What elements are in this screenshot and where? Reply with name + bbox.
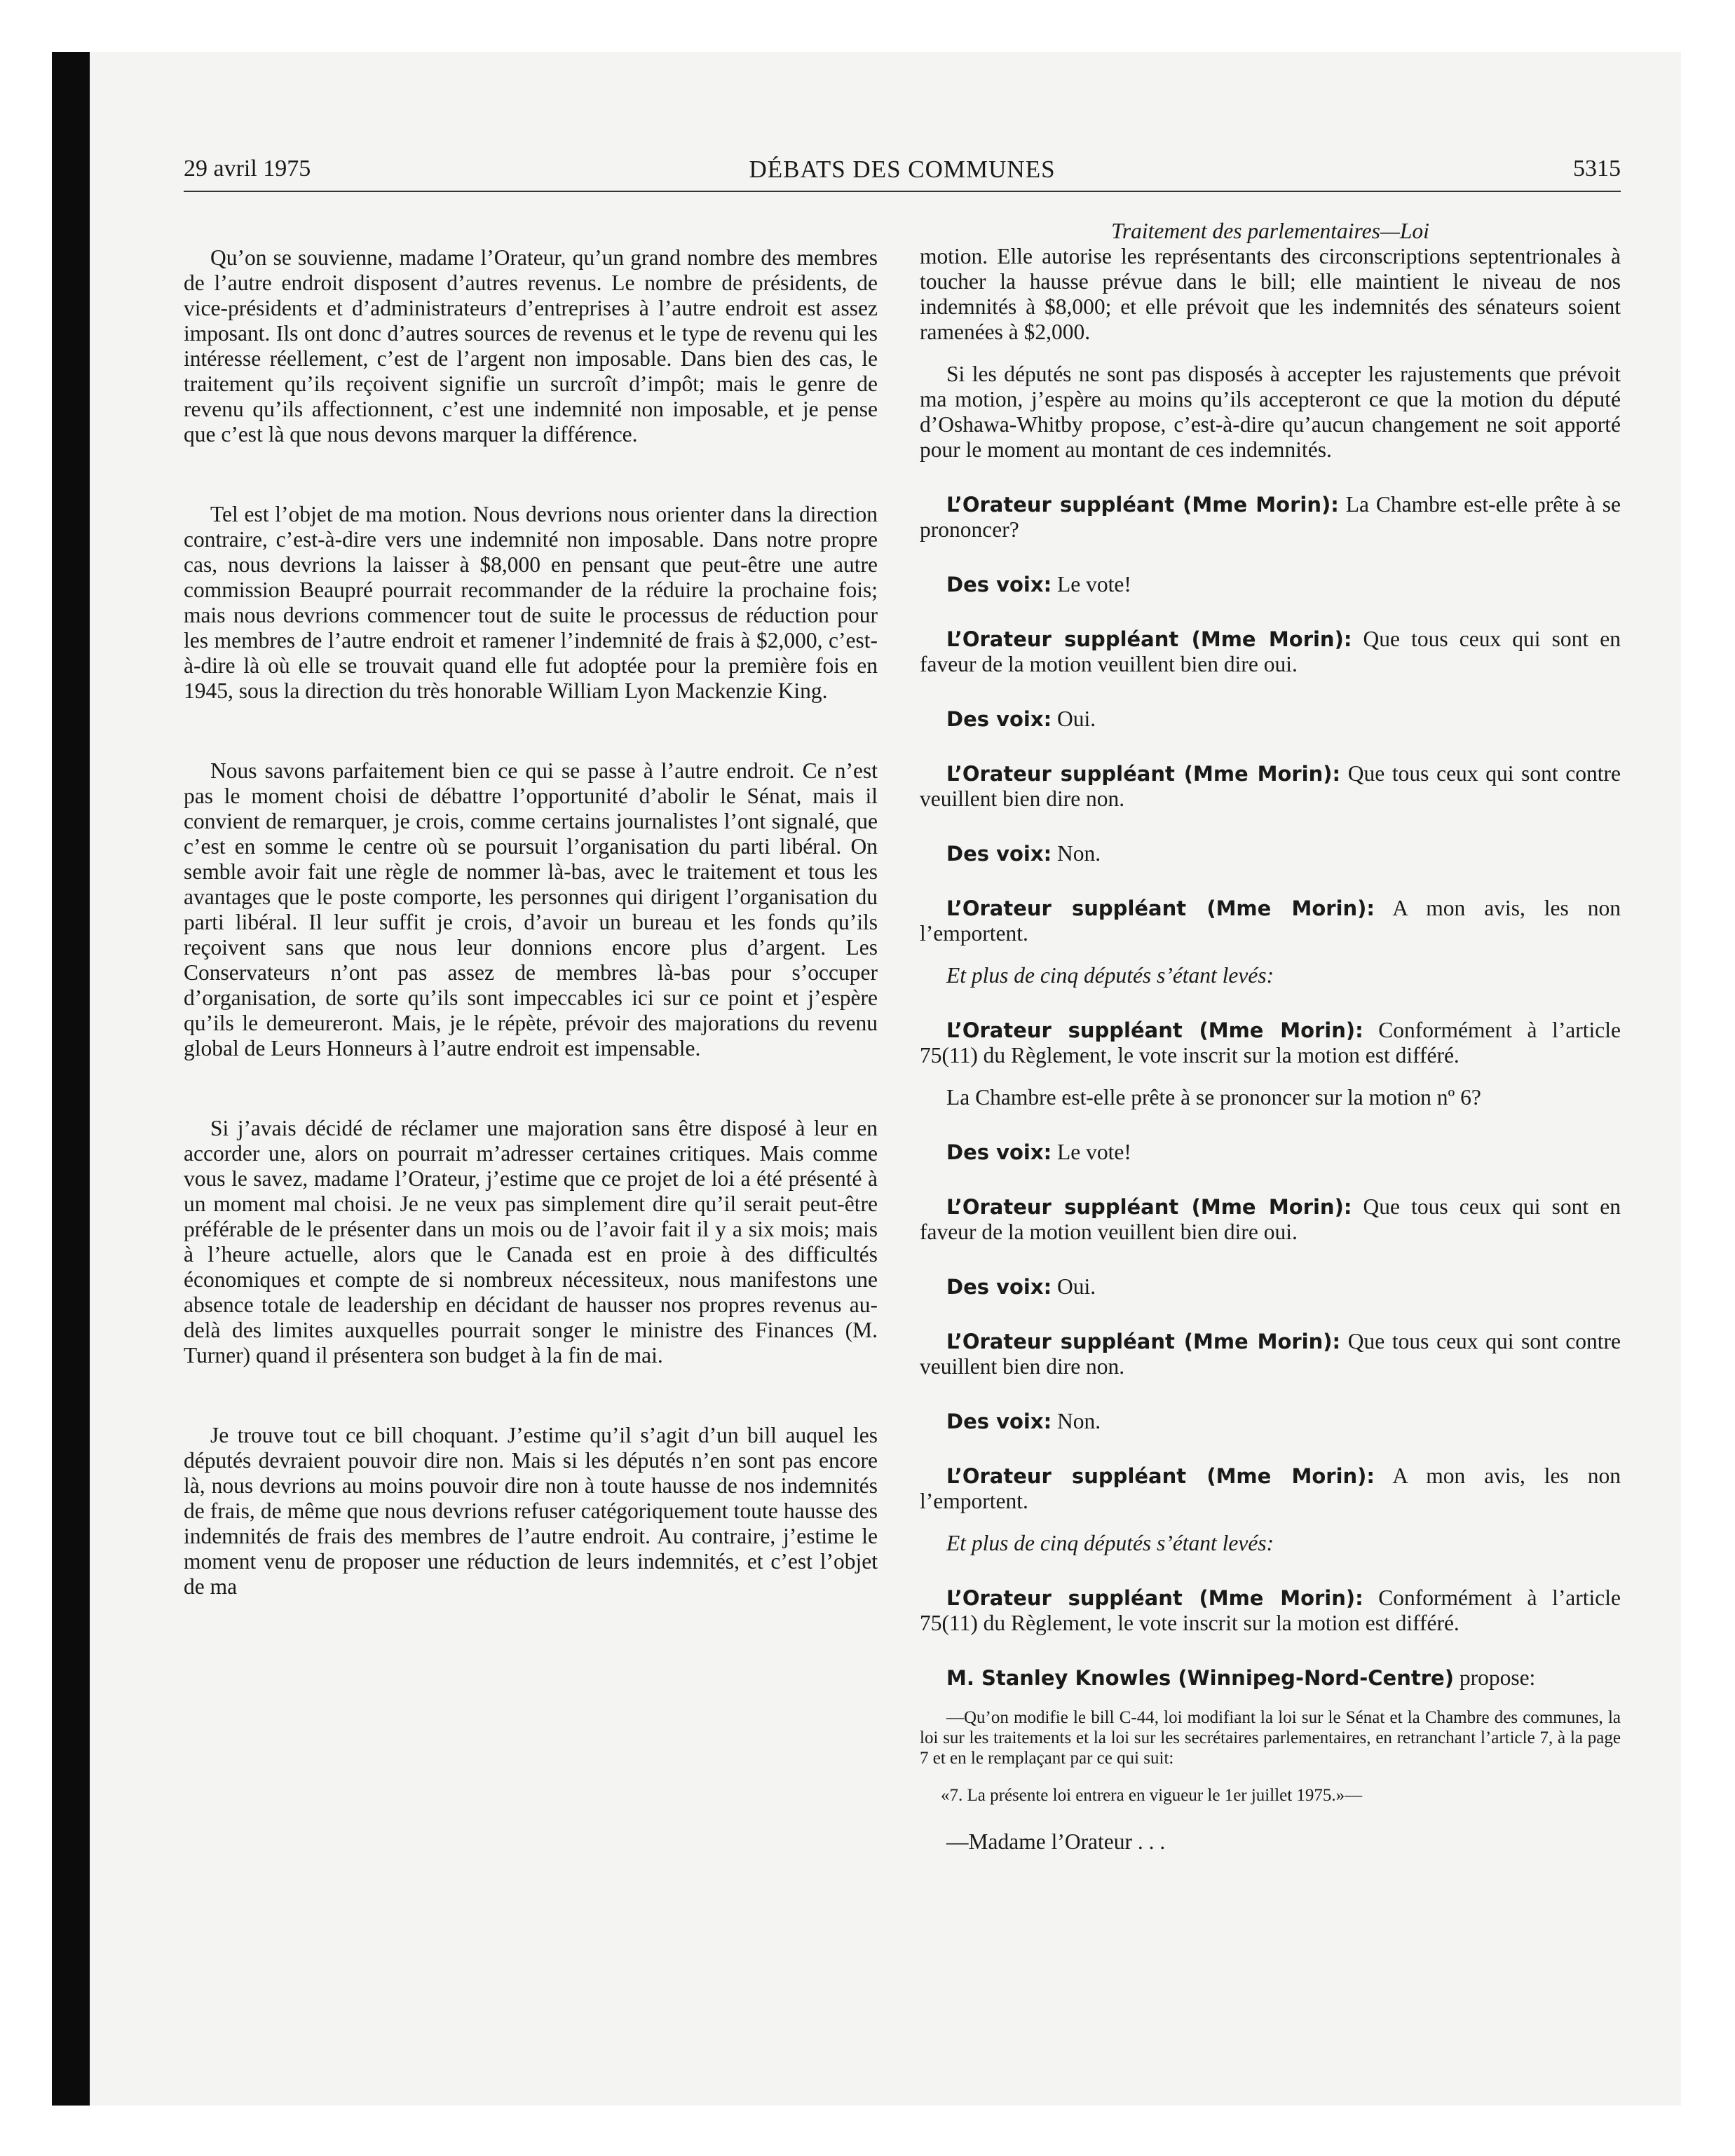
speech: Des voix: Oui. <box>946 707 1096 731</box>
speaker-label: L’Orateur suppléant (Mme Morin): <box>946 1464 1375 1488</box>
speaker-label: M. Stanley Knowles (Winnipeg-Nord-Centre) <box>946 1666 1454 1690</box>
speaker-label: Des voix: <box>946 1140 1052 1164</box>
header-title: DÉBATS DES COMMUNES <box>749 156 1056 183</box>
speaker-label: L’Orateur suppléant (Mme Morin): <box>946 627 1352 651</box>
paragraph: Si j’avais décidé de réclamer une majoration sans être disposé à leur en accorder une, alors on pourrait m’adresser certaines critiques. Mais comme vous le savez, madame l’Orateur, j’estime que ce projet de loi a été présenté à un moment mal choisi. Je ne veux pas simplement dire qu’il serait peut-être préférable de le présenter dans un mois ou de l’avoir fait il y a six mois; mais à l’heure actuelle, alors que le Canada est en proie à des difficultés économiques et compte de si nombreux nécessiteux, nous manifestons une absence totale de leadership en décidant de hausser nos propres revenus au-delà des limites auxquelles pourrait songer le ministre des Finances (M. Turner) quand il présentera son budget à la fin de mai. <box>184 1116 878 1367</box>
speaker-label: Des voix: <box>946 1275 1052 1299</box>
speech: L’Orateur suppléant (Mme Morin): Que tous ceux qui sont contre veuillent bien dire non. <box>920 761 1621 811</box>
paragraph: Si les députés ne sont pas disposés à accepter les rajustements que prévoit ma motion, j’espère au moins qu’ils accepteront ce que la motion du député d’Oshawa-Whitby propose, c’est-à-dire qu’aucun changement ne soit apporté pour le moment au montant de ces indemnités. <box>920 362 1621 462</box>
paragraph: Tel est l’objet de ma motion. Nous devrions nous orienter dans la direction contraire, c’est-à-dire vers une indemnité non imposable. Dans notre propre cas, nous devrions la laisser à $8,000 en pensant que peut-être une autre commission Beaupré pourrait recommander de la réduire la prochaine fois; mais nous devrions commencer tout de suite le processus de réduction pour les membres de l’autre endroit et ramener l’indemnité de frais à $2,000, c’est-à-dire là où elle se trouvait quand elle fut adoptée pour la première fois en 1945, sous la direction du très honorable William Lyon Mackenzie King. <box>184 502 878 703</box>
amendment-text: —Qu’on modifie le bill C-44, loi modifiant la loi sur le Sénat et la Chambre des communes, la loi sur les traitements et la loi sur les secrétaires parlementaires, en retranchant l’article 7, à la page 7 et en le remplaçant par ce qui suit: <box>920 1708 1621 1768</box>
speech: Des voix: Non. <box>946 1409 1101 1433</box>
page-header <box>184 156 1621 192</box>
stage-direction: Et plus de cinq députés s’étant levés: <box>946 963 1274 988</box>
speaker-label: L’Orateur suppléant (Mme Morin): <box>946 493 1339 517</box>
paragraph: motion. Elle autorise les représentants des circonscriptions septentrionales à toucher la hausse prévue dans le bill; elle maintient le niveau de nos indemnités à $8,000; et elle prévoit que les indemnités des sénateurs soient ramenées à $2,000. <box>920 244 1621 344</box>
speech: Des voix: Oui. <box>946 1274 1096 1299</box>
speech: L’Orateur suppléant (Mme Morin): A mon avis, les non l’emportent. <box>920 1464 1621 1513</box>
running-head: Traitement des parlementaires—Loi <box>1111 219 1429 243</box>
speech: L’Orateur suppléant (Mme Morin): La Chambre est-elle prête à se prononcer? <box>920 492 1621 542</box>
speech: L’Orateur suppléant (Mme Morin): Que tous ceux qui sont en faveur de la motion veuillent bien dire oui. <box>920 1194 1621 1244</box>
page-number: 5315 <box>1573 156 1621 182</box>
paragraph: Nous savons parfaitement bien ce qui se passe à l’autre endroit. Ce n’est pas le moment choisi de débattre l’opportunité d’abolir le Sénat, mais il convient de remarquer, je crois, comme certains journalistes l’ont signalé, que c’est en somme le centre où se poursuit l’organisation du parti libéral. On semble avoir fait une règle de nommer là-bas, avec le traitement et tous les avantages que le poste comporte, les personnes qui dirigent l’organisation du parti libéral. Il leur suffit je crois, d’avoir un bureau et les fonds qu’ils reçoivent sans que nous leur donnions encore plus d’argent. Les Conservateurs n’ont pas assez de membres là-bas pour s’occuper d’organisation, de sorte qu’ils sont impeccables ici sur ce point et j’espère qu’ils le demeureront. Mais, je le répète, prévoir des majorations du revenu global de Leurs Honneurs à l’autre endroit est impensable. <box>184 758 878 1060</box>
right-column <box>920 219 1621 1871</box>
speaker-label: L’Orateur suppléant (Mme Morin): <box>946 1586 1363 1610</box>
speech: L’Orateur suppléant (Mme Morin): Que tous ceux qui sont contre veuillent bien dire non. <box>920 1329 1621 1379</box>
speaker-label: L’Orateur suppléant (Mme Morin): <box>946 896 1375 920</box>
speaker-label: L’Orateur suppléant (Mme Morin): <box>946 1330 1341 1353</box>
scan-binding-edge <box>52 52 90 2106</box>
speech: L’Orateur suppléant (Mme Morin): Conformément à l’article 75(11) du Règlement, le vote inscrit sur la motion est différé. <box>920 1018 1621 1067</box>
stage-direction: Et plus de cinq députés s’étant levés: <box>946 1531 1274 1555</box>
speaker-label: L’Orateur suppléant (Mme Morin): <box>946 762 1341 786</box>
speech: L’Orateur suppléant (Mme Morin): A mon avis, les non l’emportent. <box>920 896 1621 946</box>
speech: Des voix: Le vote! <box>946 572 1131 596</box>
speaker-label: Des voix: <box>946 707 1052 731</box>
closing-line: —Madame l’Orateur . . . <box>946 1829 1166 1854</box>
paragraph: Qu’on se souvienne, madame l’Orateur, qu’un grand nombre des membres de l’autre endroit disposent d’autres revenus. Le nombre de présidents, de vice-présidents et d’administrateurs d’entreprises à l’autre endroit est assez imposant. Ils ont donc d’autres sources de revenus et le type de revenu qui les intéresse réellement, c’est de l’argent non imposable. Dans bien des cas, le traitement qu’ils reçoivent signifie un surcroît d’impôt; mais le genre de revenu qu’ils affectionnent, c’est une indemnité non imposable, et je pense que c’est là que nous devons marquer la différence. <box>184 245 878 446</box>
speech: L’Orateur suppléant (Mme Morin): Que tous ceux qui sont en faveur de la motion veuillent bien dire oui. <box>920 627 1621 676</box>
speaker-label: L’Orateur suppléant (Mme Morin): <box>946 1018 1363 1042</box>
speaker-label: Des voix: <box>946 1410 1052 1433</box>
speech: Des voix: Le vote! <box>946 1140 1131 1164</box>
speaker-label: Des voix: <box>946 573 1052 596</box>
speaker-label: L’Orateur suppléant (Mme Morin): <box>946 1195 1352 1219</box>
amendment-quote: «7. La présente loi entrera en vigueur le 1er juillet 1975.»— <box>941 1786 1363 1805</box>
left-column <box>184 245 878 1654</box>
paragraph: La Chambre est-elle prête à se prononcer sur la motion nº 6? <box>946 1085 1481 1110</box>
speech: M. Stanley Knowles (Winnipeg-Nord-Centre) propose: <box>946 1665 1536 1690</box>
speaker-label: Des voix: <box>946 842 1052 866</box>
header-date: 29 avril 1975 <box>184 156 311 182</box>
speech: Des voix: Non. <box>946 841 1101 866</box>
speech: L’Orateur suppléant (Mme Morin): Conformément à l’article 75(11) du Règlement, le vote inscrit sur la motion est différé. <box>920 1585 1621 1635</box>
paragraph: Je trouve tout ce bill choquant. J’estime qu’il s’agit d’un bill auquel les députés devraient pouvoir dire non. Mais si les députés n’en sont pas encore là, nous devrions au moins pouvoir dire non à toute hausse de nos indemnités de frais, de même que nous devrions refuser catégoriquement toute hausse des indemnités de frais des membres de l’autre endroit. Au contraire, j’estime le moment venu de proposer une réduction de leurs indemnités, et c’est l’objet de ma <box>184 1423 878 1599</box>
